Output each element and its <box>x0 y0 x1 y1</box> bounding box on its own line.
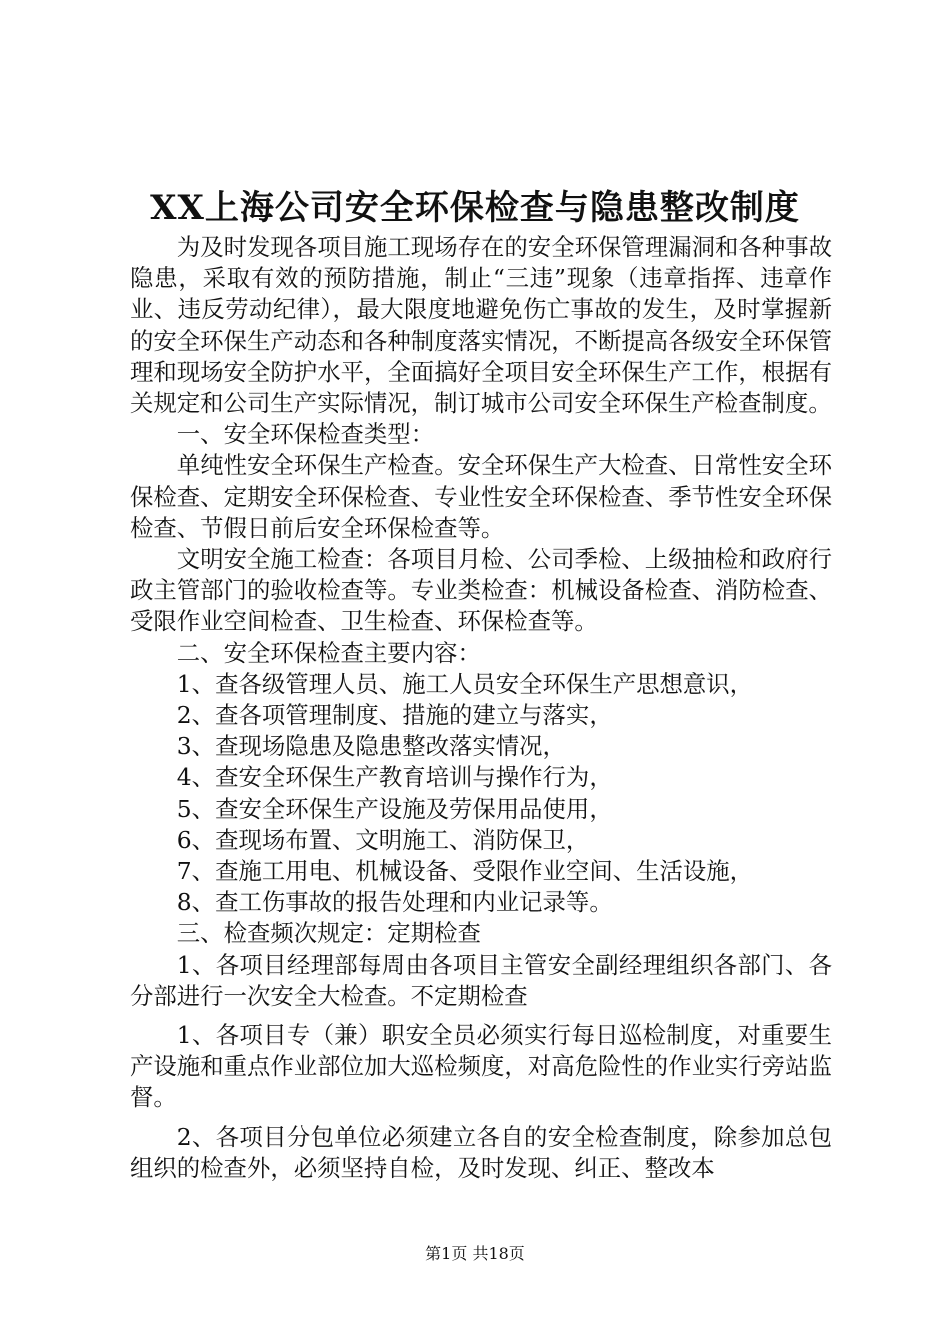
paragraph: 单纯性安全环保生产检查。安全环保生产大检查、日常性安全环保检查、定期安全环保检查、专业性安全环保检查、季节性安全环保检查、节假日前后安全环保检查等。 <box>130 451 832 542</box>
paragraph: 为及时发现各项目施工现场存在的安全环保管理漏洞和各种事故隐患，采取有效的预防措施，制止“三违”现象（违章指挥、违章作业、违反劳动纪律），最大限度地避免伤亡事故的发生，及时掌握新的安全环保生产动态和各种制度落实情况，不断提高各级安全环保管理和现场安全防护水平，全面搞好全项目安全环保生产工作，根据有关规定和公司生产实际情况，制订城市公司安全环保生产检查制度。 <box>130 233 832 418</box>
paragraph: 5、查安全环保生产设施及劳保用品使用， <box>176 794 613 823</box>
paragraph: 4、查安全环保生产教育培训与操作行为， <box>176 763 613 792</box>
page-number-footer: 第1页 共18页 <box>425 1244 525 1263</box>
paragraph: 三、检查频次规定：定期检查 <box>176 919 481 948</box>
paragraph: 1、查各级管理人员、施工人员安全环保生产思想意识， <box>176 669 754 698</box>
paragraph: 2、查各项管理制度、措施的建立与落实， <box>176 701 613 730</box>
paragraph: 6、查现场布置、文明施工、消防保卫， <box>176 825 590 854</box>
paragraph: 8、查工伤事故的报告处理和内业记录等。 <box>176 888 613 917</box>
paragraph: 二、安全环保检查主要内容： <box>176 638 481 667</box>
document-body <box>130 232 832 1184</box>
paragraph: 一、安全环保检查类型： <box>176 420 435 449</box>
paragraph: 1、各项目专（兼）职安全员必须实行每日巡检制度，对重要生产设施和重点作业部位加大巡检频度，对高危险性的作业实行旁站监督。 <box>130 1021 832 1112</box>
paragraph: 7、查施工用电、机械设备、受限作业空间、生活设施， <box>176 857 754 886</box>
paragraph: 文明安全施工检查：各项目月检、公司季检、上级抽检和政府行政主管部门的验收检查等。专业类检查：机械设备检查、消防检查、受限作业空间检查、卫生检查、环保检查等。 <box>130 545 832 636</box>
paragraph: 2、各项目分包单位必须建立各自的安全检查制度，除参加总包组织的检查外，必须坚持自检，及时发现、纠正、整改本 <box>130 1122 832 1182</box>
document-title: XX上海公司安全环保检查与隐患整改制度 <box>150 188 800 228</box>
paragraph: 1、各项目经理部每周由各项目主管安全副经理组织各部门、各分部进行一次安全大检查。不定期检查 <box>130 950 832 1010</box>
paragraph: 3、查现场隐患及隐患整改落实情况， <box>176 732 566 761</box>
